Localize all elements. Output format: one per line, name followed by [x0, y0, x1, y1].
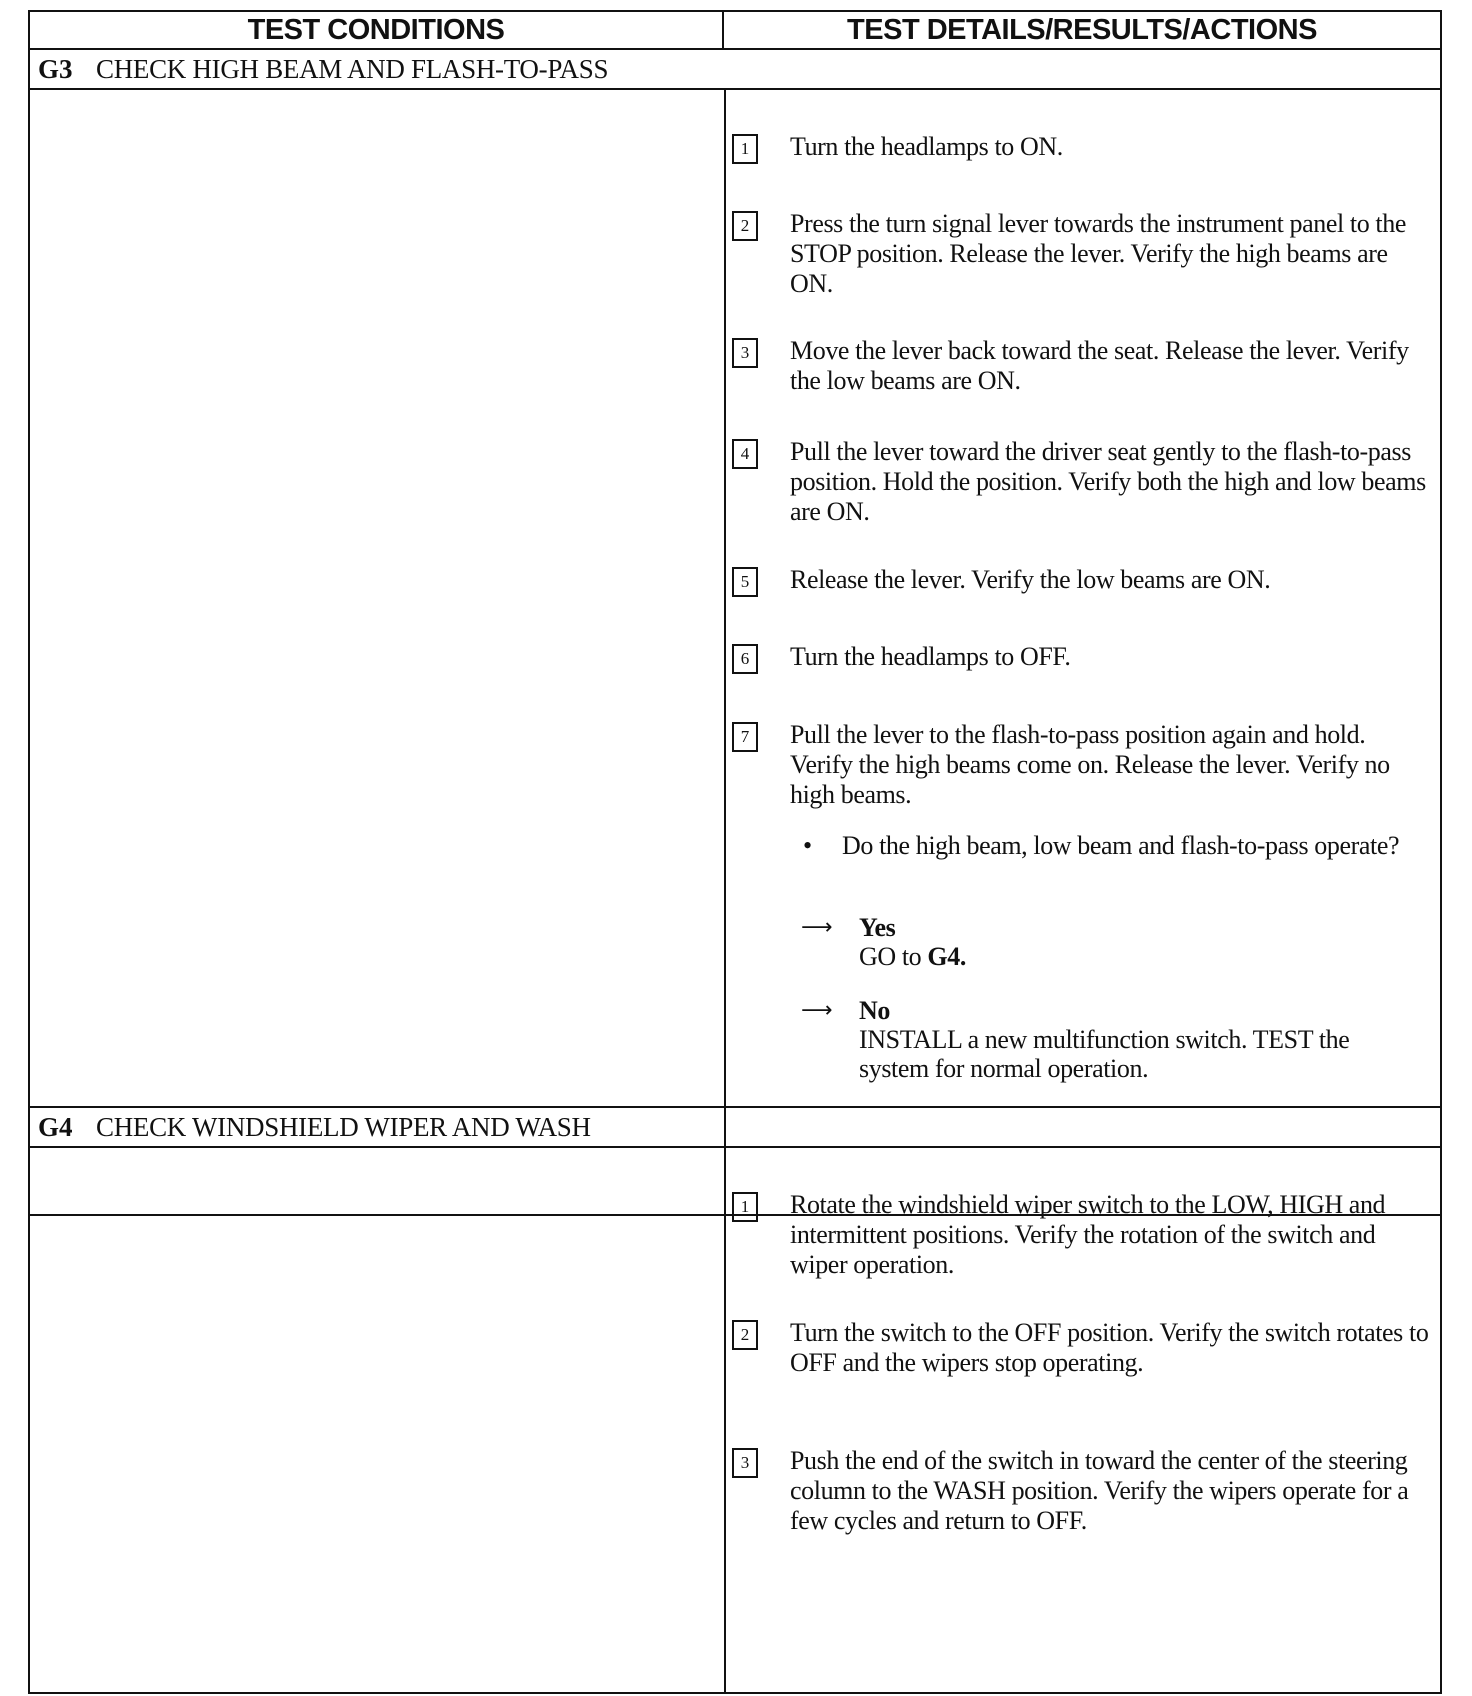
step-number-box: 2 [732, 1320, 758, 1350]
section-title: CHECK HIGH BEAM AND FLASH-TO-PASS [96, 53, 609, 84]
action-target: G4. [927, 942, 966, 971]
action-prefix: GO to [859, 942, 922, 971]
branch-action: INSTALL a new multifunction switch. TEST the system for normal operation. [859, 1025, 1350, 1083]
step-text: Pull the lever to the flash-to-pass position again and hold. Verify the high beams come on. Release the lever. Verify no high beams. [790, 720, 1390, 809]
arrow-right-icon: ⟶ [801, 998, 833, 1023]
column-divider [724, 88, 726, 1214]
step-number-box: 5 [732, 567, 758, 597]
step-text: Turn the switch to the OFF position. Verify the switch rotates to OFF and the wipers stop operating. [790, 1318, 1429, 1377]
step-text: Press the turn signal lever towards the instrument panel to the STOP position. Release the lever. Verify the high beams are ON. [790, 209, 1406, 298]
section-code: G4 [38, 1111, 73, 1142]
step-text: Turn the headlamps to ON. [790, 132, 1063, 161]
question-text: Do the high beam, low beam and flash-to-pass operate? [842, 831, 1400, 860]
step-number-box: 3 [732, 1448, 758, 1478]
bullet-icon: • [803, 831, 812, 860]
step-text: Turn the headlamps to OFF. [790, 642, 1071, 671]
step-number-box: 1 [732, 134, 758, 164]
branch-label: No [859, 996, 890, 1025]
section-g3-title-row [28, 48, 1442, 90]
arrow-right-icon: ⟶ [801, 915, 833, 940]
section-title: CHECK WINDSHIELD WIPER AND WASH [96, 1111, 591, 1142]
step-number-box: 1 [732, 1192, 758, 1222]
section-g4-title-row [28, 1106, 1442, 1148]
test-table [28, 10, 1442, 1694]
step-number-box: 7 [732, 722, 758, 752]
branch-label: Yes [859, 913, 896, 942]
section-code: G3 [38, 53, 73, 84]
step-text: Rotate the windshield wiper switch to the LOW, HIGH and intermittent positions. Verify the rotation of the switch and wiper operation. [790, 1190, 1386, 1279]
step-number-box: 2 [732, 211, 758, 241]
header-test-conditions: TEST CONDITIONS [28, 10, 724, 50]
step-number-box: 4 [732, 439, 758, 469]
step-number-box: 3 [732, 338, 758, 368]
step-text: Move the lever back toward the seat. Release the lever. Verify the low beams are ON. [790, 336, 1409, 395]
step-text: Pull the lever toward the driver seat gently to the flash-to-pass position. Hold the position. Verify both the high and low beams are ON. [790, 437, 1426, 526]
step-number-box: 6 [732, 644, 758, 674]
branch-action [859, 942, 1419, 971]
step-text: Push the end of the switch in toward the center of the steering column to the WASH position. Verify the wipers operate for a few cycles and return to OFF. [790, 1446, 1409, 1535]
column-divider [724, 1146, 726, 1692]
header-test-details: TEST DETAILS/RESULTS/ACTIONS [722, 10, 1442, 50]
step-text: Release the lever. Verify the low beams are ON. [790, 565, 1271, 594]
